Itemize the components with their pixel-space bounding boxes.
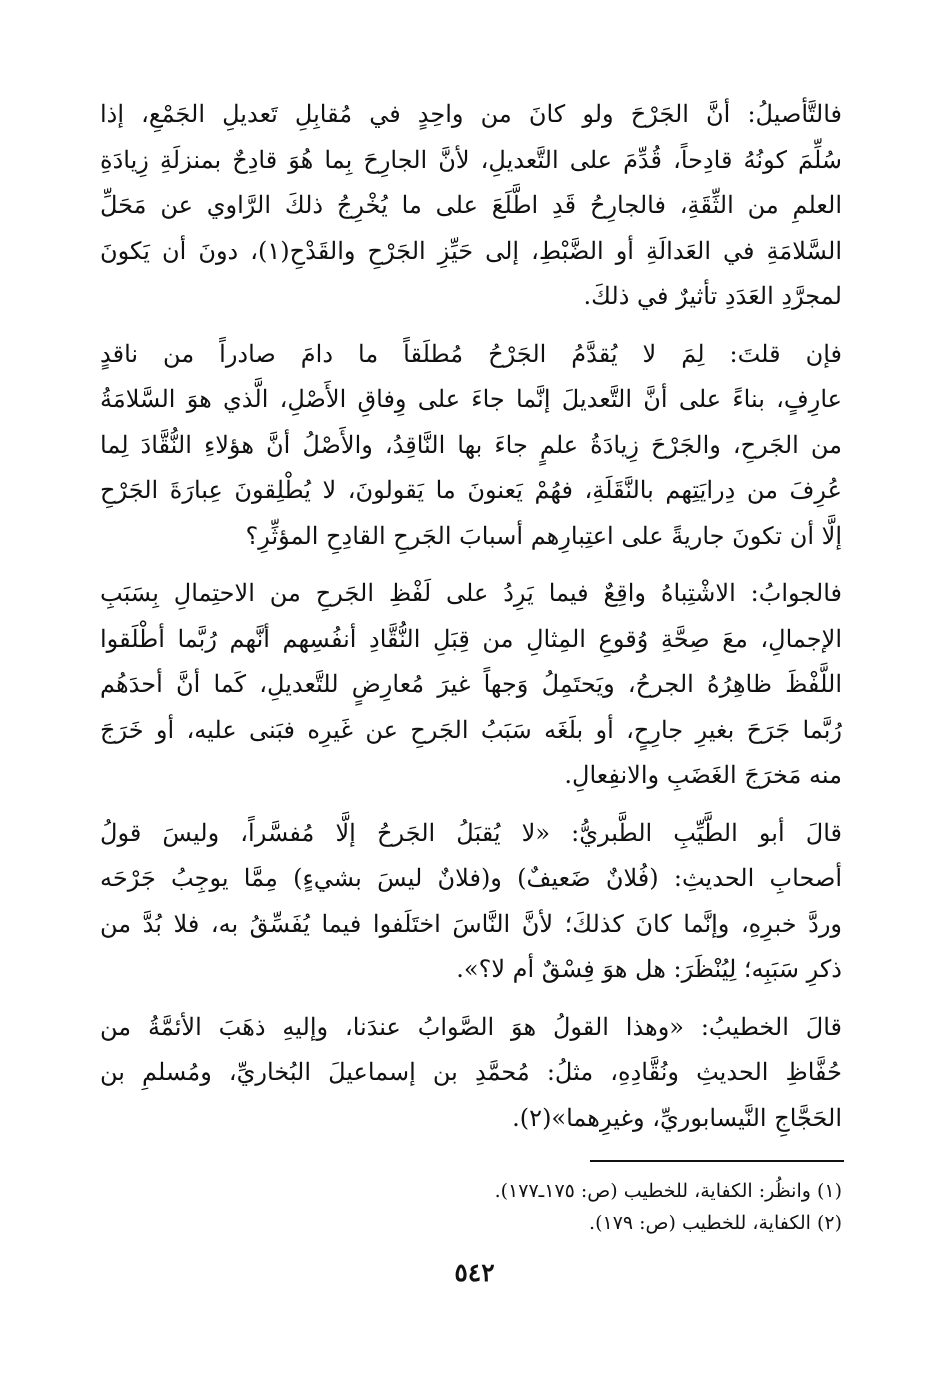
- text-line: من الجَرحِ، والجَرْحَ زِيادَةُ علمٍ جاءَ بها النَّاقِدُ، والأَصْلُ أنَّ هؤلاءِ النُّقَّادَ لِما: [100, 430, 842, 459]
- paragraph-1: [100, 92, 842, 320]
- text-line: لمجرَّدِ العَدَدِ تأثيرٌ في ذلكَ.: [583, 282, 842, 310]
- text-line: إلَّا أن تكونَ جاريةً على اعتِبارِهم أسبابَ الجَرحِ القادِحِ المؤثِّرِ؟: [245, 521, 842, 550]
- text-line: اللَّفْظَ ظاهِرُهُ الجرحُ، ويَحتَمِلُ وَجهاً غيرَ مُعارِضٍ للتَّعديلِ، كَما أنَّ أحدَهُم: [100, 670, 842, 698]
- text-line: حُفَّاظِ الحديثِ ونُقَّادِهِ، مثلُ: مُحمَّدِ بن إسماعيلَ البُخاريِّ، ومُسلمِ بن: [100, 1058, 842, 1086]
- text-line: العلمِ من الثِّقَةِ، فالجارِحُ قَدِ اطَّلَعَ على ما يُخْرِجُ ذلكَ الرَّاوي عن مَحَلِّ: [100, 191, 842, 219]
- page-body: [100, 92, 842, 1153]
- text-line: عارِفٍ، بناءً على أنَّ التَّعديلَ إنَّما جاءَ على وِفاقِ الأَصْلِ، الَّذي هوَ السَّلامَةُ: [100, 385, 842, 413]
- footnote-1: (١) وانظُر: الكفاية، للخطيب (ص: ١٧٥ـ١٧٧).: [494, 1180, 842, 1202]
- paragraph-4: [100, 811, 842, 993]
- text-line: سُلِّمَ كونُهُ قادِحاً، قُدِّمَ على التَّعديلِ، لأنَّ الجارِحَ بِما هُوَ قادِحٌ بمنزلَةِ زِيادَةِ: [100, 145, 842, 174]
- text-line: قالَ الخطيبُ: «وهذا القولُ هوَ الصَّوابُ عندَنا، وإليهِ ذهَبَ الأئمَّةُ من: [100, 1012, 842, 1041]
- page-number: ٥٤٢: [454, 1258, 495, 1287]
- text-line: الإجمالِ، معَ صِحَّةِ وُقوعِ المِثالِ من قِبَلِ النُّقَّادِ أنفُسِهم أنَّهم رُبَّما أطْلَقوا: [100, 624, 842, 653]
- text-line: فالتَّأصيلُ: أنَّ الجَرْحَ ولو كانَ من واحِدٍ في مُقابِلِ تَعديلِ الجَمْعِ، إذا: [100, 100, 842, 128]
- paragraph-5: [100, 1005, 842, 1142]
- text-line: ذكرِ سَبَبِه؛ لِيُنْظَرَ: هل هوَ فِسْقٌ أم لا؟».: [456, 955, 842, 983]
- text-line: وردَّ خبرِهِ، وإنَّما كانَ كذلكَ؛ لأنَّ النَّاسَ اختَلَفوا فيما يُفَسِّقُ به، فلا بُدَّ من: [100, 909, 842, 938]
- text-line: فالجوابُ: الاشْتِباهُ واقِعٌ فيما يَرِدُ على لَفْظِ الجَرحِ من الاحتِمالِ بِسَبَبِ: [100, 579, 842, 607]
- text-line: الحَجَّاجِ النَّيسابوريِّ، وغيرِهما»(٢).: [512, 1103, 842, 1132]
- footnote-separator: [590, 1160, 844, 1162]
- footnotes: [100, 1175, 842, 1239]
- paragraph-2: [100, 332, 842, 560]
- text-line: السَّلامَةِ في العَدالَةِ أو الضَّبْطِ، إلى حَيِّزِ الجَرْحِ والقَدْحِ(١)، دونَ أن يَكونَ: [100, 236, 842, 265]
- footnote-2: (٢) الكفاية، للخطيب (ص: ١٧٩).: [589, 1212, 842, 1234]
- text-line: أصحابِ الحديثِ: (فُلانٌ ضَعيفٌ) و(فلانٌ ليسَ بشيءٍ) مِمَّا يوجِبُ جَرْحَه: [100, 864, 842, 892]
- paragraph-3: [100, 571, 842, 799]
- text-line: عُرِفَ من دِرايَتِهم بالنَّقَلَةِ، فهُمْ يَعنونَ ما يَقولونَ، لا يُطْلِقونَ عِبارَةَ الجَرْحِ: [100, 476, 842, 504]
- text-line: فإن قلتَ: لِمَ لا يُقدَّمُ الجَرْحُ مُطلَقاً ما دامَ صادراً من ناقدٍ: [100, 339, 842, 368]
- text-line: قالَ أبو الطَّيِّبِ الطَّبريُّ: «لا يُقبَلُ الجَرحُ إلَّا مُفسَّراً، وليسَ قولُ: [100, 818, 842, 847]
- text-line: منه مَخرَجَ الغَضَبِ والانفِعالِ.: [564, 761, 842, 789]
- text-line: رُبَّما جَرَحَ بغيرِ جارِحٍ، أو بلَغَه سَبَبُ الجَرحِ عن غَيرِه فبَنى عليه، أو خَرَجَ: [100, 715, 842, 744]
